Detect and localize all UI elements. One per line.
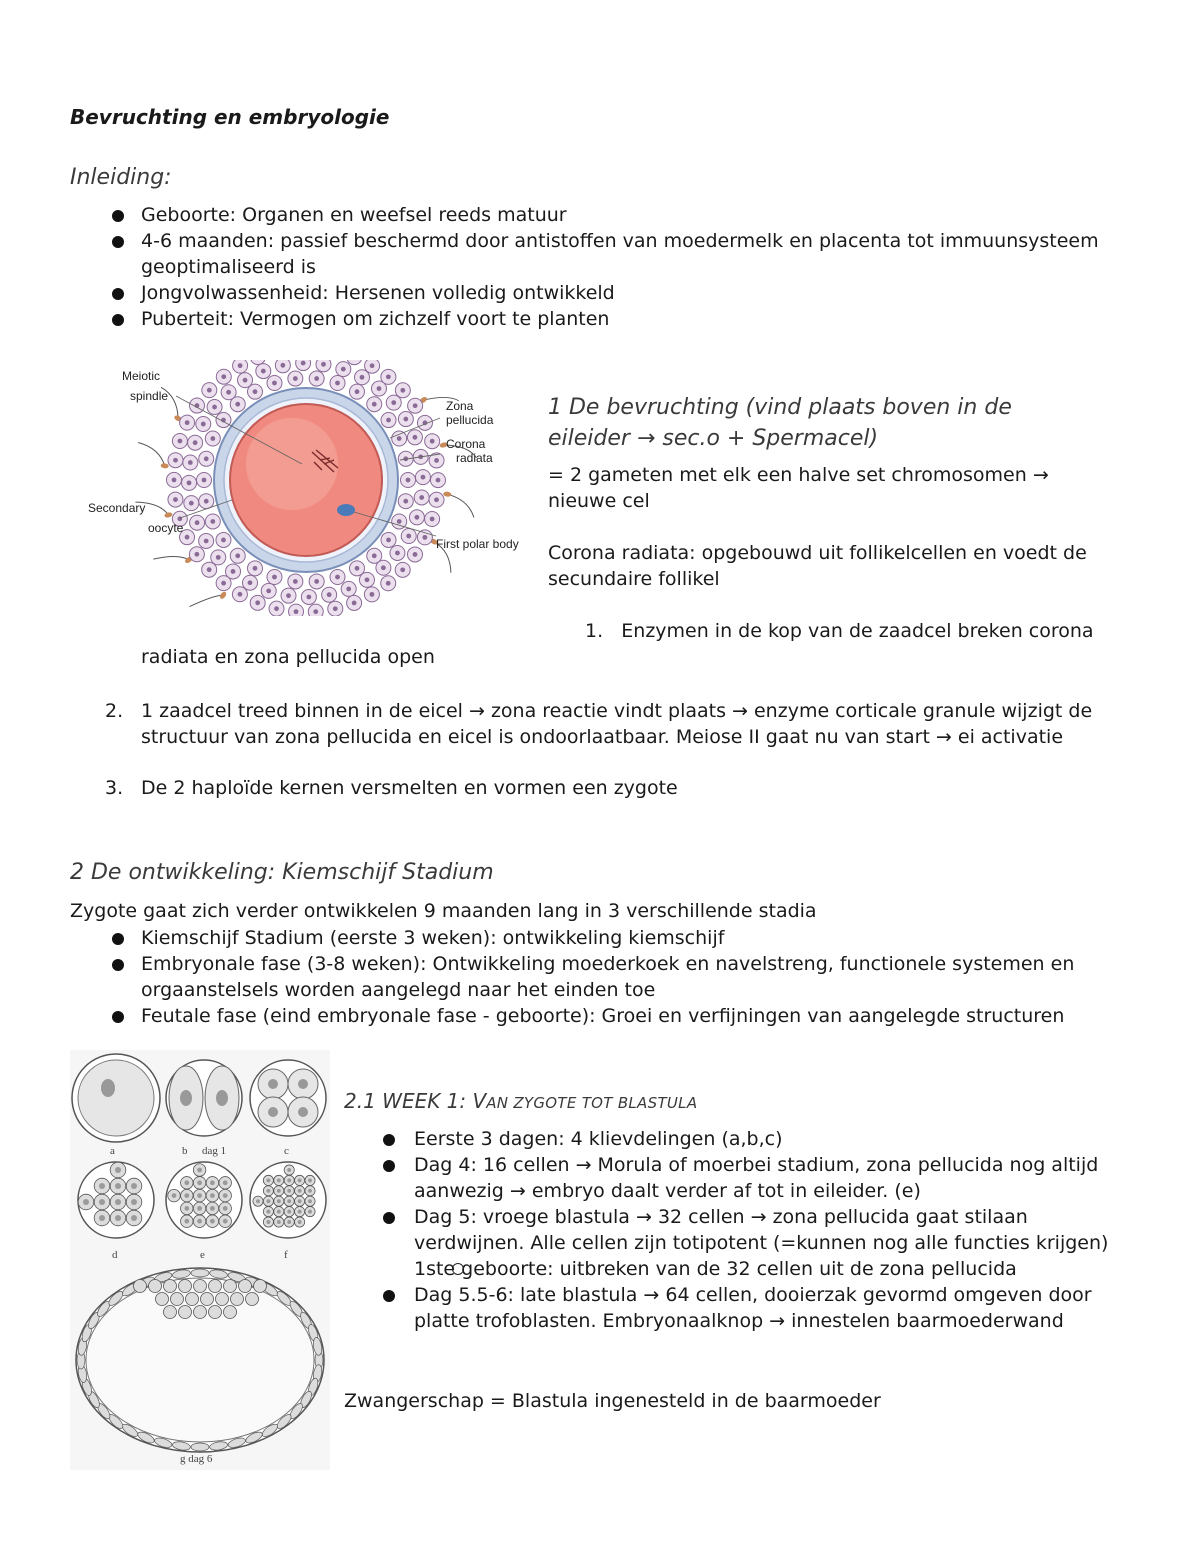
label-pellucida: pellucida xyxy=(446,413,494,427)
step-text: Enzymen in de kop van de zaadcel breken corona xyxy=(621,620,1094,642)
caption-d: d xyxy=(112,1249,118,1261)
caption-dag1: dag 1 xyxy=(202,1145,227,1157)
caption-g-dag6: g dag 6 xyxy=(180,1453,213,1465)
stages-list xyxy=(70,925,1150,1029)
list-item: Dag 5: vroege blastula → 32 cellen → zona pellucida gaat stilaan verdwijnen. Alle cellen zijn totipotent (=kunnen nog alle functies krijgen) xyxy=(344,1204,1144,1256)
bullet-icon xyxy=(112,933,124,945)
bullet-icon xyxy=(383,1212,395,1224)
step-number: 3. xyxy=(105,777,124,799)
caption-e: e xyxy=(200,1249,205,1261)
step-number: 2. xyxy=(105,700,124,722)
label-spindle: spindle xyxy=(130,389,169,403)
week-1-list xyxy=(344,1126,1144,1334)
label-oocyte: oocyte xyxy=(148,521,184,535)
label-zona: Zona xyxy=(446,399,474,413)
list-item: Embryonale fase (3-8 weken): Ontwikkeling moederkoek en navelstreng, functionele systemen en orgaanstelsels worden aangelegd naar het einden toe xyxy=(70,951,1150,1003)
bullet-icon xyxy=(383,1290,395,1302)
label-meiotic: Meiotic xyxy=(122,369,161,383)
step-3 xyxy=(105,775,1005,805)
stage-c-four-cell xyxy=(250,1060,326,1136)
label-radiata: radiata xyxy=(456,451,493,465)
caption-f: f xyxy=(284,1249,288,1261)
document-title: Bevruchting en embryologie xyxy=(70,105,390,129)
step-number: 1. xyxy=(585,620,604,642)
section-1-definition: = 2 gameten met elk een halve set chromosomen → nieuwe cel xyxy=(548,464,1049,512)
cleavage-stages-diagram xyxy=(70,1050,330,1470)
step-1 xyxy=(585,618,1145,644)
list-item: Puberteit: Vermogen om zichzelf voort te planten xyxy=(70,306,1150,332)
bullet-icon xyxy=(383,1134,395,1146)
caption-b: b xyxy=(182,1145,188,1157)
step-text: De 2 haploïde kernen versmelten en vormen een zygote xyxy=(141,777,678,799)
list-item: Dag 4: 16 cellen → Morula of moerbei stadium, zona pellucida nog altijd aanwezig → embryo daalt verder af tot in eileider. (e) xyxy=(344,1152,1144,1204)
label-secondary: Secondary xyxy=(88,501,146,515)
first-polar-body xyxy=(337,504,355,516)
inleiding-heading: Inleiding: xyxy=(70,165,172,190)
list-item: Kiemschijf Stadium (eerste 3 weken): ontwikkeling kiemschijf xyxy=(70,925,1150,951)
section-2-title: 2 De ontwikkeling: Kiemschijf Stadium xyxy=(70,860,494,885)
bullet-icon xyxy=(112,314,124,326)
corona-radiata-text: Corona radiata: opgebouwd uit follikelcellen en voedt de secundaire follikel xyxy=(548,542,1087,590)
list-item: Jongvolwassenheid: Hersenen volledig ontwikkeld xyxy=(70,280,1150,306)
caption-c: c xyxy=(284,1145,289,1157)
caption-a: a xyxy=(110,1145,115,1157)
step-1-continuation: radiata en zona pellucida open xyxy=(141,646,435,668)
bullet-icon xyxy=(383,1160,395,1172)
list-item: Eerste 3 dagen: 4 klievdelingen (a,b,c) xyxy=(344,1126,1144,1152)
label-first-polar-body: First polar body xyxy=(436,537,519,551)
hollow-bullet-icon xyxy=(452,1263,464,1275)
zwangerschap-definition: Zwangerschap = Blastula ingenesteld in de baarmoeder xyxy=(344,1390,881,1412)
section-1-title: 1 De bevruchting (vind plaats boven in de eileider → sec.o + Spermacel) xyxy=(548,395,1012,451)
oocyte-diagram xyxy=(84,360,536,616)
bullet-icon xyxy=(112,1011,124,1023)
bullet-icon xyxy=(112,210,124,222)
bullet-icon xyxy=(112,236,124,248)
list-item: 4-6 maanden: passief beschermd door antistoffen van moedermelk en placenta tot immuunsysteem geoptimaliseerd is xyxy=(70,228,1150,280)
list-item: Feutale fase (eind embryonale fase - geboorte): Groei en verfijningen van aangelegde structuren xyxy=(70,1003,1150,1029)
list-item: Dag 5.5-6: late blastula → 64 cellen, dooierzak gevormd omgeven door platte trofoblasten. Embryonaalknop → innestelen baarmoederwand xyxy=(344,1282,1144,1334)
bullet-icon xyxy=(112,959,124,971)
inleiding-list xyxy=(70,202,1150,332)
list-item: Geboorte: Organen en weefsel reeds matuur xyxy=(70,202,1150,228)
bullet-icon xyxy=(112,288,124,300)
label-corona: Corona xyxy=(446,437,486,451)
section-2-intro: Zygote gaat zich verder ontwikkelen 9 maanden lang in 3 verschillende stadia xyxy=(70,900,817,922)
sub-list-item: 1ste geboorte: uitbreken van de 32 cellen uit de zona pellucida xyxy=(414,1258,1017,1280)
step-text: 1 zaadcel treed binnen in de eicel → zona reactie vindt plaats → enzyme corticale granule wijzigt de structuur van zona pellucida en eicel is ondoorlaatbaar. Meiose II gaat nu van start → ei activatie xyxy=(141,700,1093,748)
step-2 xyxy=(105,698,1165,758)
section-2-1-title: 2.1 WEEK 1: VAN ZYGOTE TOT BLASTULA xyxy=(344,1089,698,1113)
